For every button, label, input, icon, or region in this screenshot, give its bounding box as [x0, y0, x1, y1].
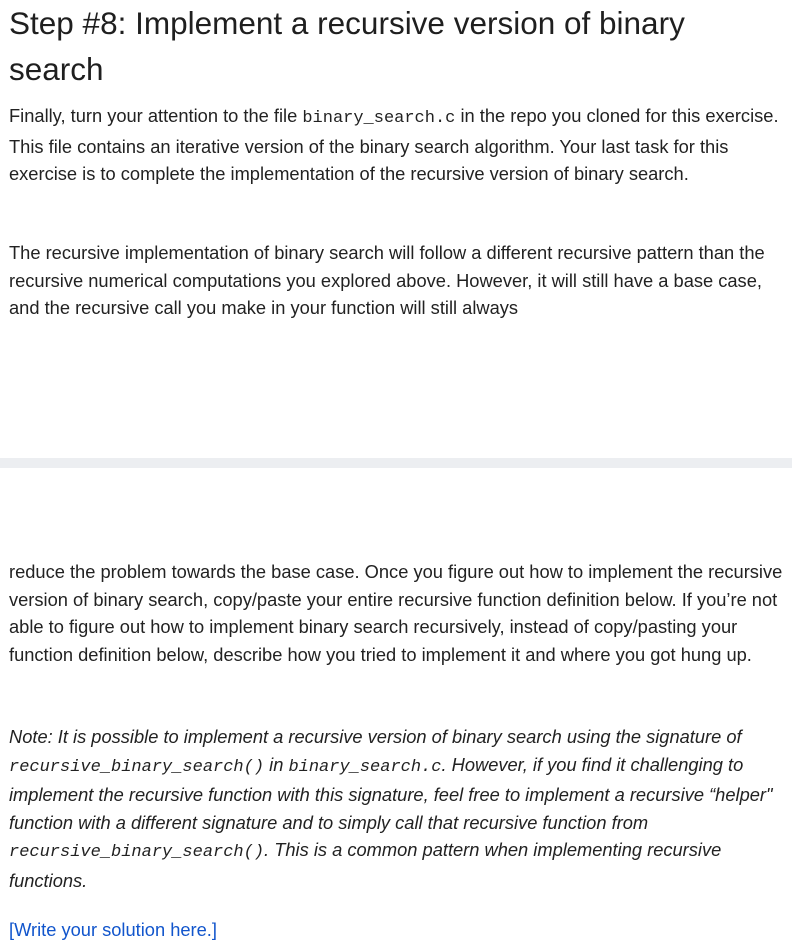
function-name-code-2: recursive_binary_search(): [9, 843, 265, 862]
instructions-paragraph: reduce the problem towards the base case. Once you figure out how to implement the recursive version of binary search, copy/paste your entire recursive function definition below. If you’re not able to figure out how to implement binary search recursively, instead of copy/pasting your function definition below, describe how you tried to implement it and where you got hung up.: [9, 561, 783, 665]
note-text-b: in: [264, 753, 289, 775]
note-paragraph: [9, 723, 789, 894]
filename-code-2: binary_search.c: [288, 757, 442, 777]
note-text-c: . However, if you find it challenging to implement the recursive function with this signature, feel free to implement a recursive “helper" function with a different signature and to simply call that recursive function from: [9, 753, 773, 833]
page-1: [0, 0, 792, 458]
function-name-code: recursive_binary_search(): [9, 757, 265, 777]
note-text-d: . This is a common pattern when implementing recursive functions.: [9, 839, 722, 891]
recursion-paragraph: The recursive implementation of binary search will follow a different recursive pattern than the recursive numerical computations you explored above. However, it will still have a base case, and the recursive call you make in your function will still always: [9, 242, 765, 318]
page-2: [0, 468, 792, 947]
filename-code: binary_search.c: [302, 109, 456, 128]
page-break: [0, 458, 792, 468]
intro-paragraph: [9, 102, 789, 188]
note-text-a: Note: It is possible to implement a recursive version of binary search using the signature of: [9, 726, 742, 747]
solution-placeholder[interactable]: [Write your solution here.]: [9, 919, 217, 940]
intro-text-b: in the repo you cloned for this exercise. This file contains an iterative version of the binary search algorithm. Your last task for this exercise is to complete the implementation of the recursive version of binary search.: [9, 105, 779, 184]
step-heading: Step #8: Implement a recursive version of binary search: [9, 5, 685, 87]
intro-text-a: Finally, turn your attention to the file: [9, 105, 303, 126]
